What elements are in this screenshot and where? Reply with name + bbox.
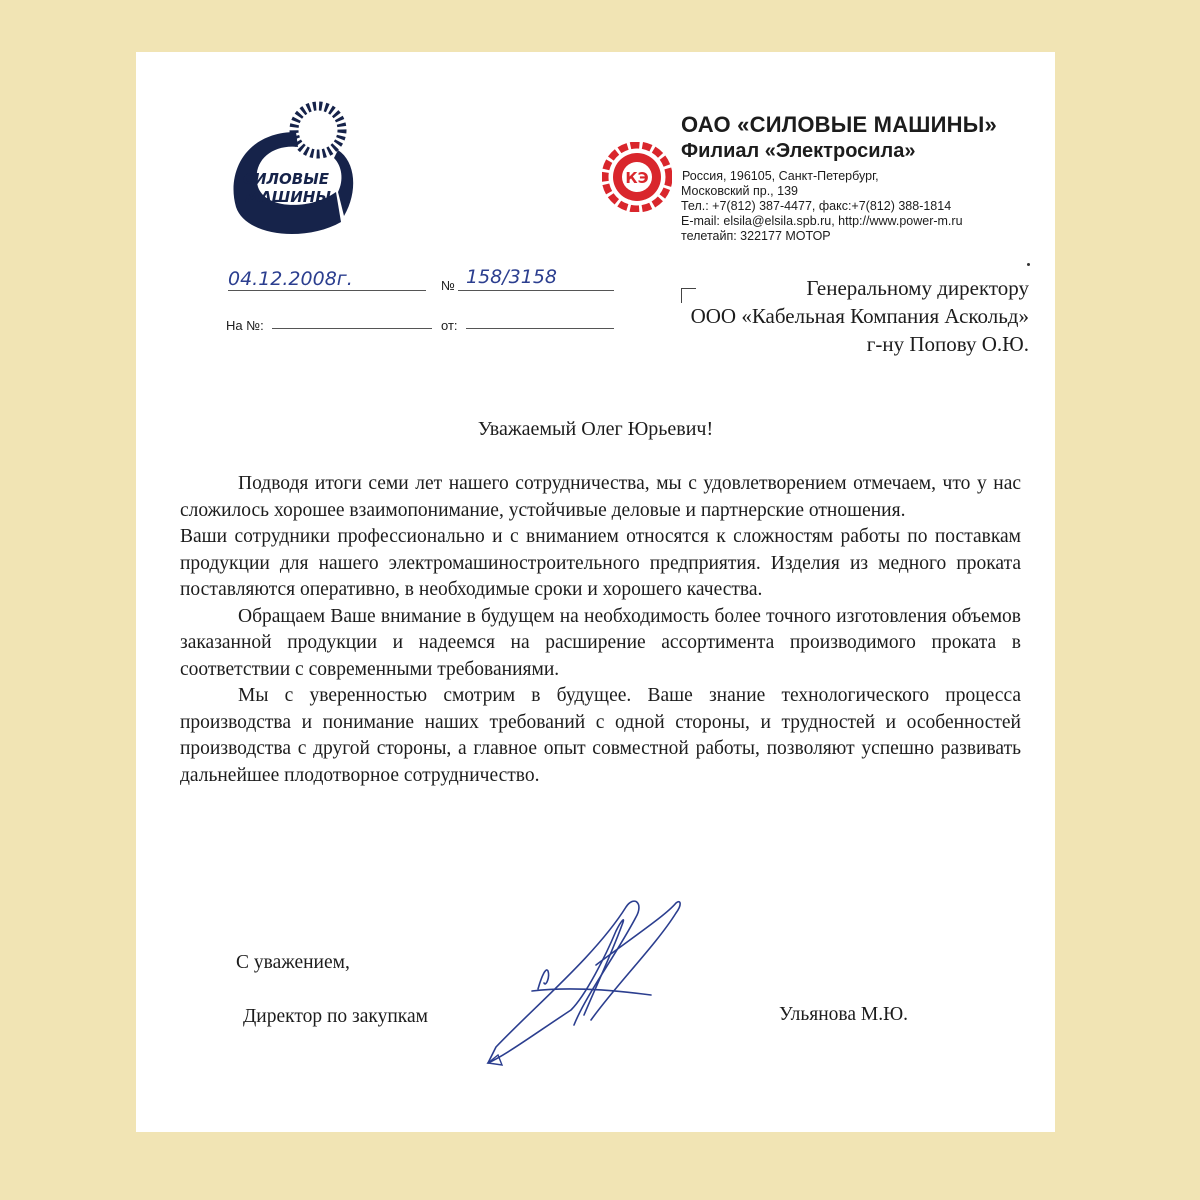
logo-text-line2: МАШИНЫ	[245, 188, 331, 206]
body-paragraph-3: Обращаем Ваше внимание в будущем на необходимость более точного изготовления объемов заказанной продукции и надеемся на расширение ассортимента производимого проката в соответствии с современными требованиями.	[180, 605, 1021, 680]
reply-from-underline	[466, 328, 614, 329]
phone-line: Тел.: +7(812) 387-4477, факс:+7(812) 388-1814	[681, 199, 952, 213]
date-underline	[228, 290, 426, 291]
outgoing-date: 04.12.2008г.	[228, 268, 353, 290]
letter-page	[136, 52, 1055, 1132]
handwritten-signature	[476, 895, 696, 1075]
number-label: №	[441, 278, 455, 293]
logo-text-line1: СИЛОВЫЕ	[243, 170, 329, 188]
addressee-block	[691, 274, 1029, 358]
body-paragraph-4: Мы с уверенностью смотрим в будущее. Ваше знание технологического процесса производства и понимание наших требований с одной стороны, и трудностей и особенностей производства с другой стороны, а главное опыт совместной работы, позволяют успешно развивать дальнейшее плодотворное сотрудничество.	[180, 685, 1021, 786]
addressee-line-2: ООО «Кабельная Компания Аскольд»	[690, 304, 1029, 328]
email-line: E-mail: elsila@elsila.spb.ru, http://www.power-m.ru	[681, 214, 963, 228]
company-header	[681, 112, 997, 244]
addressee-line-1: Генеральному директору	[806, 276, 1029, 300]
number-underline	[458, 290, 614, 291]
reply-from-label: от:	[441, 318, 458, 333]
teletype-line: телетайп: 322177 МОТОР	[681, 229, 831, 243]
logo-gear-icon	[294, 106, 342, 154]
outgoing-number: 158/3158	[466, 266, 558, 288]
reply-to-label: На №:	[226, 318, 264, 333]
letter-body	[180, 471, 1021, 789]
address-line-2: Московский пр., 139	[681, 184, 798, 198]
elektrosila-badge-icon	[602, 142, 672, 212]
signer-position: Директор по закупкам	[243, 1006, 428, 1027]
header-dot-mark	[1027, 263, 1030, 266]
closing-regards: С уважением,	[236, 952, 350, 973]
addressee-line-3: г-ну Попову О.Ю.	[866, 332, 1029, 356]
body-paragraph-1: Подводя итоги семи лет нашего сотрудничества, мы с удовлетворением отмечаем, что у нас сложилось хорошее взаимопонимание, устойчивые деловые и партнерские отношения.	[180, 473, 1021, 521]
badge-letters: КЭ	[625, 169, 649, 187]
signer-name: Ульянова М.Ю.	[779, 1004, 908, 1025]
branch-name: Филиал «Электросила»	[681, 140, 916, 162]
silovye-mashiny-logo	[226, 92, 366, 242]
salutation: Уважаемый Олег Юрьевич!	[477, 418, 714, 440]
body-paragraph-2: Ваши сотрудники профессионально и с вниманием относятся к сложностям работы по поставкам продукции для нашего электромашиностроительного предприятия. Изделия из медного проката поставляются оперативно, в необходимые сроки и хорошего качества.	[180, 526, 1021, 600]
company-name: ОАО «СИЛОВЫЕ МАШИНЫ»	[681, 112, 997, 137]
address-line-1: Россия, 196105, Санкт-Петербург,	[682, 169, 879, 183]
reply-to-underline	[272, 328, 432, 329]
